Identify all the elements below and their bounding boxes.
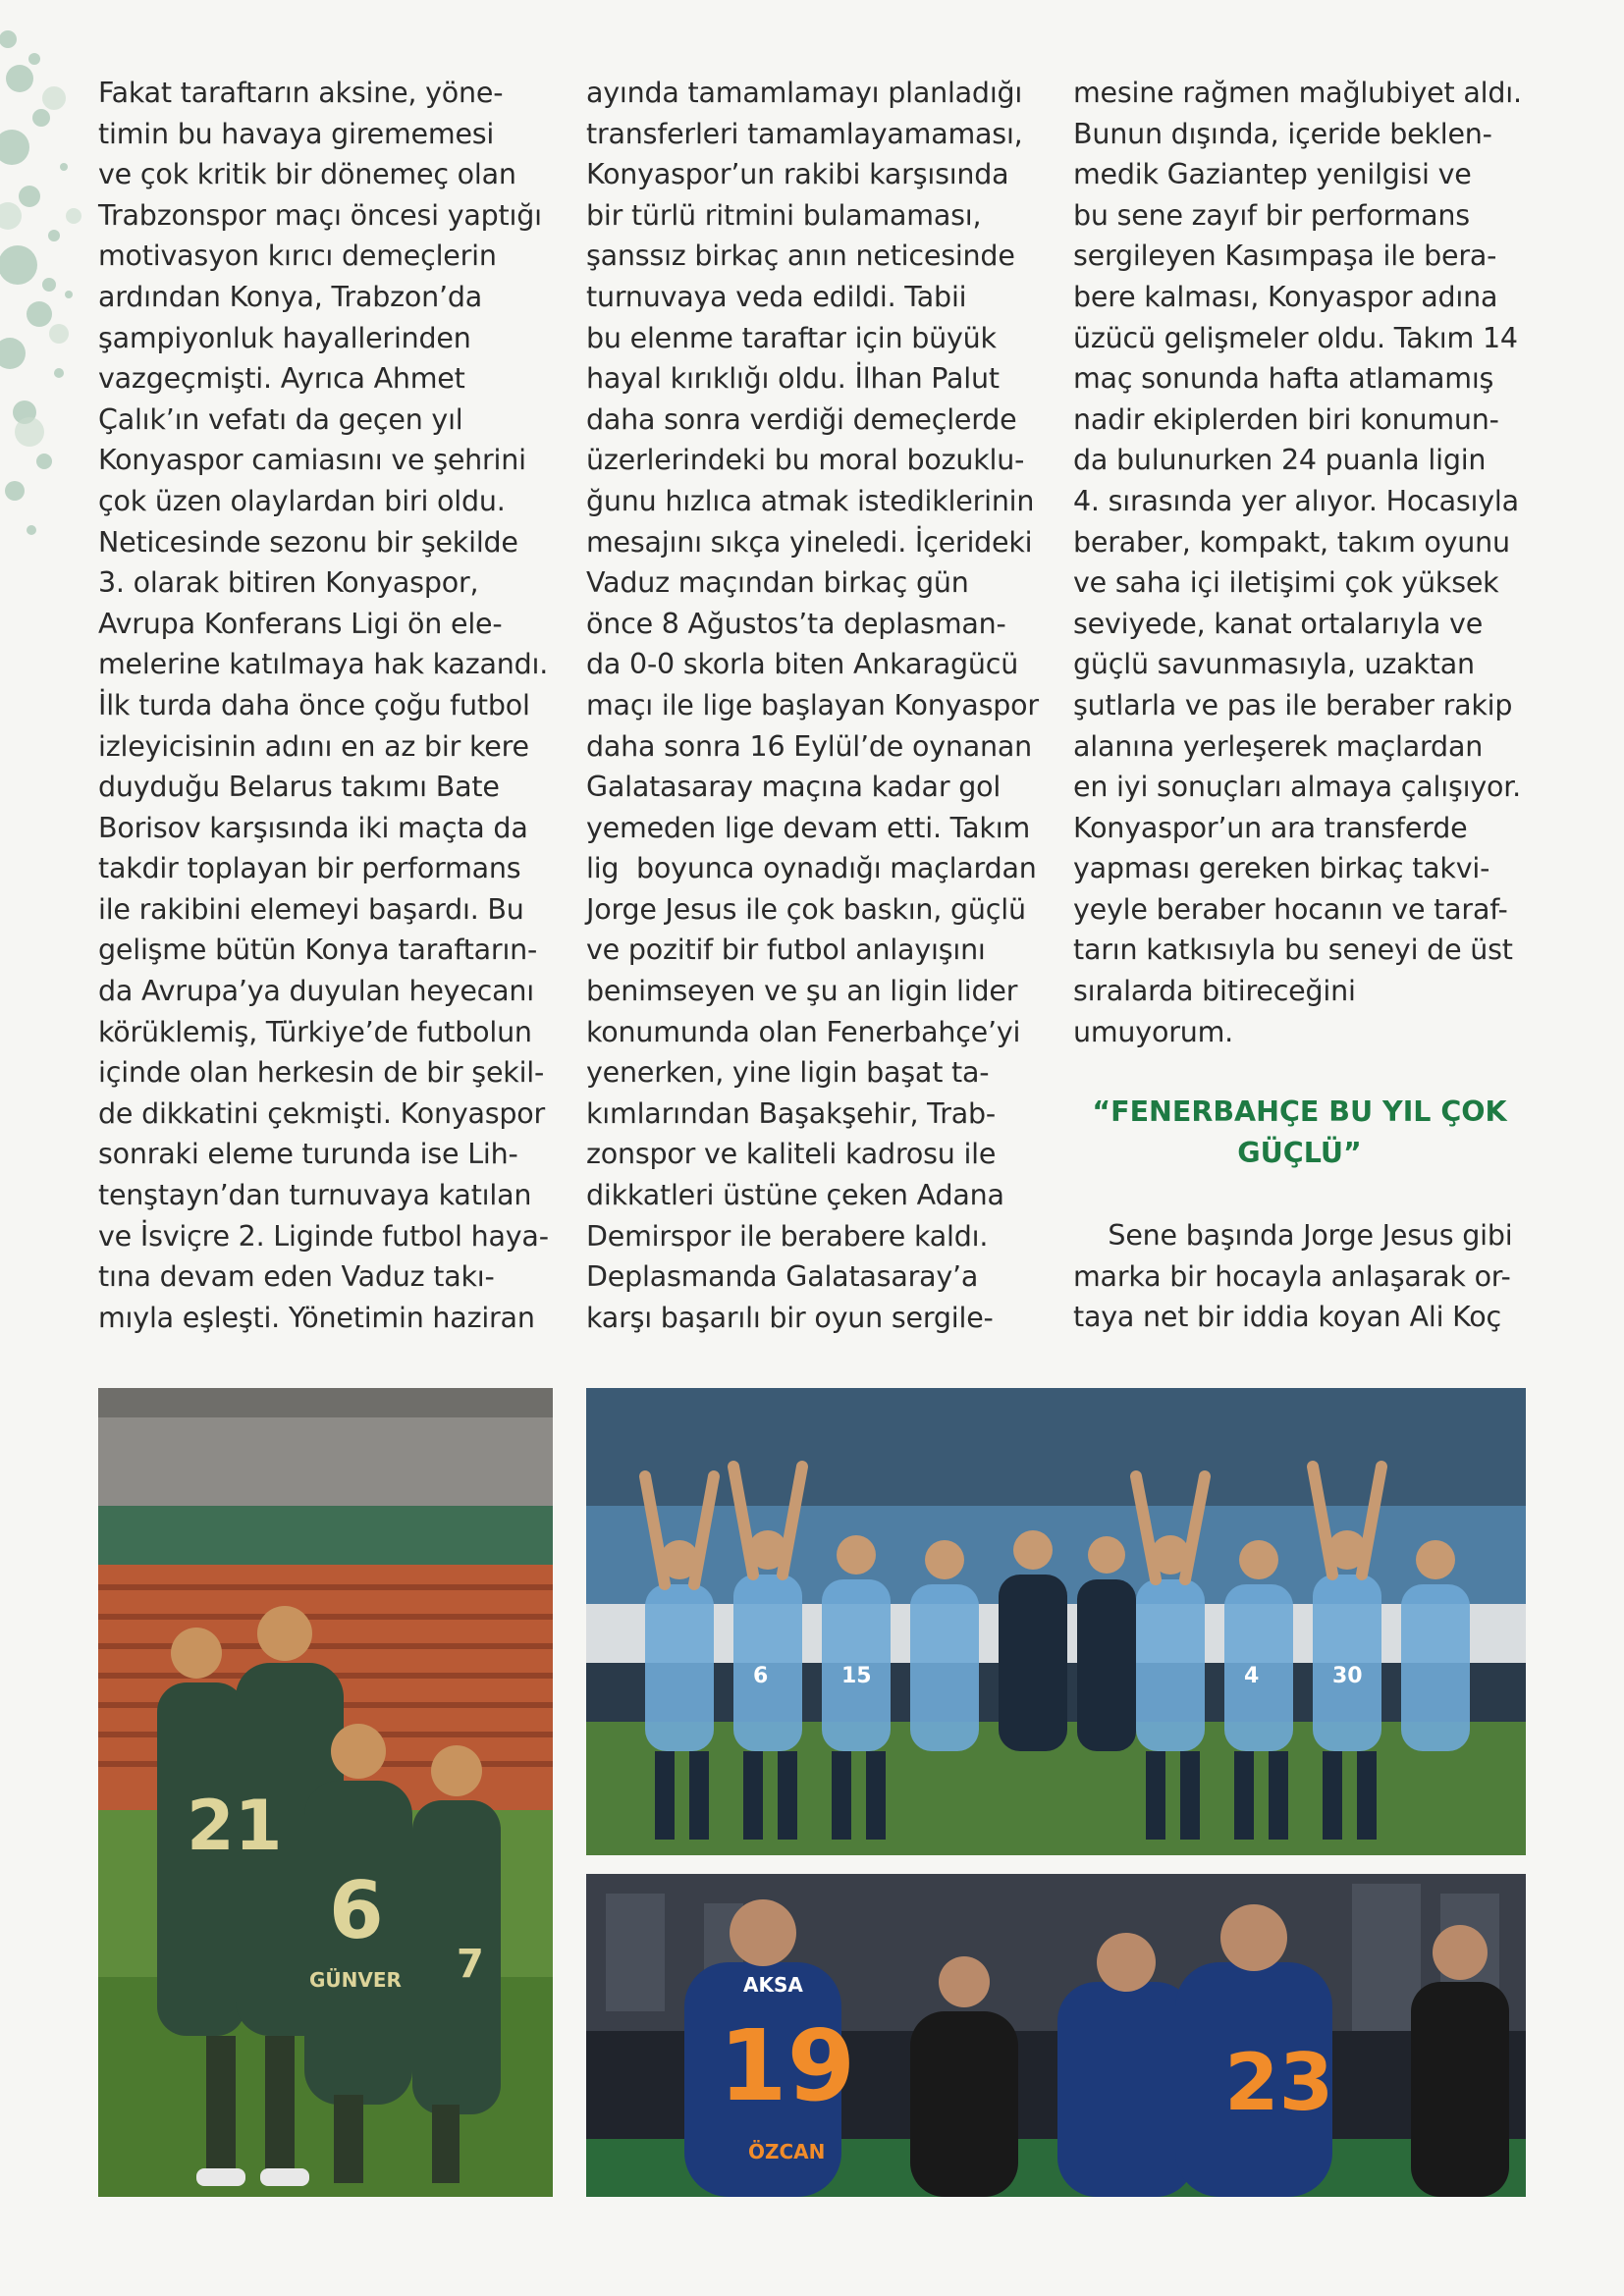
section-heading [1073,1092,1526,1173]
text-line: ardından Konya, Trabzon’da [98,280,483,313]
text-line: mıyla eşleşti. Yönetimin haziran [98,1301,535,1334]
text-line: ve çok kritik bir dönemeç olan [98,158,516,191]
text-line: ve pozitif bir futbol anlayışını [586,934,986,967]
text-line: tına devam eden Vaduz takı- [98,1260,495,1294]
text-line: daha sonra verdiği demeçlerde [586,402,1017,436]
text-line: tarın katkısıyla bu seneyi de üst [1073,934,1513,967]
text-line: Borisov karşısında iki maçta da [98,811,528,844]
text-line: gelişme bütün Konya taraftarın- [98,934,538,967]
text-line: zonspor ve kaliteli kadrosu ile [586,1138,997,1171]
text-line: Neticesinde sezonu bir şekilde [98,525,518,559]
text-line: ile rakibini elemeyi başardı. Bu [98,892,524,926]
text-line: medik Gaziantep yenilgisi ve [1073,158,1472,191]
text-line: maç sonunda hafta atlamamış [1073,362,1494,396]
text-line: önce 8 Ağustos’ta deplasman- [586,607,1006,640]
text-line: şampiyonluk hayallerinden [98,321,471,354]
heading-line: GÜÇLÜ” [1237,1136,1362,1169]
svg-text:19: 19 [719,2008,856,2123]
text-line: seviyede, kanat ortalarıyla ve [1073,607,1484,640]
text-line: Demirspor ile berabere kaldı. [586,1219,989,1253]
text-line: Jorge Jesus ile çok baskın, güçlü [586,892,1026,926]
text-line: bir türlü ritmini bulamaması, [586,198,982,232]
text-line: en iyi sonuçları almaya çalışıyor. [1073,771,1521,804]
text-line: ğunu hızlıca atmak istediklerinin [586,484,1035,517]
photo-blue-team-saluting-fans [586,1388,1526,1855]
text-line: ayında tamamlamayı planladığı [586,77,1023,109]
text-column-2 [586,73,1039,1338]
text-line: mesine rağmen mağlubiyet aldı. [1073,77,1522,109]
text-line: hayal kırıklığı oldu. İlhan Palut [586,362,1000,396]
text-line: Galatasaray maçına kadar gol [586,771,1001,804]
text-line: güçlü savunmasıyla, uzaktan [1073,648,1475,681]
text-line: bu elenme taraftar için büyük [586,321,997,354]
text-line: vazgeçmişti. Ayrıca Ahmet [98,362,465,396]
text-line: taya net bir iddia koyan Ali Koç [1073,1301,1501,1334]
svg-text:21: 21 [187,1786,283,1866]
text-line: transferleri tamamlayamaması, [586,117,1023,150]
text-line: şanssız birkaç anın neticesinde [586,240,1015,273]
text-column-1 [98,73,549,1338]
text-line: sergileyen Kasımpaşa ile bera- [1073,240,1497,273]
svg-text:ÖZCAN: ÖZCAN [748,2140,826,2163]
text-line: yeyle beraber hocanın ve taraf- [1073,892,1508,926]
text-line: lig boyunca oynadığı maçlardan [586,852,1037,885]
text-line: maçı ile lige başlayan Konyaspor [586,688,1039,721]
svg-text:23: 23 [1224,2037,1334,2128]
text-line: da 0-0 skorla biten Ankaragücü [586,648,1019,681]
text-line: ve İsviçre 2. Liginde futbol haya- [98,1219,549,1253]
text-line: duyduğu Belarus takımı Bate [98,771,500,804]
svg-text:6: 6 [753,1664,769,1688]
text-line: de dikkatini çekmişti. Konyaspor [98,1096,546,1130]
text-line: umuyorum. [1073,1015,1233,1048]
text-line: daha sonra 16 Eylül’de oynanan [586,729,1032,763]
text-line: ve saha içi iletişimi çok yüksek [1073,566,1499,600]
text-column-3-continued [1073,1215,1512,1338]
text-line: yenerken, yine ligin başat ta- [586,1056,990,1090]
text-line: sıralarda bitireceğini [1073,975,1356,1008]
text-line: bere kalması, Konyaspor adına [1073,280,1498,313]
text-line: tenştayn’dan turnuvaya katılan [98,1179,532,1212]
text-line: Konyaspor camiasını ve şehrini [98,444,526,477]
text-line: körüklemiş, Türkiye’de futbolun [98,1015,532,1048]
text-line: izleyicisinin adını en az bir kere [98,729,529,763]
heading-line: “FENERBAHÇE BU YIL ÇOK [1092,1095,1507,1128]
text-line: Sene başında Jorge Jesus gibi [1073,1219,1513,1252]
text-line: Çalık’ın vefatı da geçen yıl [98,402,463,436]
text-line: dikkatleri üstüne çeken Adana [586,1179,1004,1212]
text-line: çok üzen olaylardan biri oldu. [98,484,506,517]
svg-text:30: 30 [1332,1664,1363,1688]
svg-text:15: 15 [841,1664,872,1688]
text-line: Fakat taraftarın aksine, yöne- [98,77,504,109]
text-line: Vaduz maçından birkaç gün [586,566,969,600]
text-line: karşı başarılı bir oyun sergile- [586,1301,994,1334]
photo-orange-blue-team-celebration [586,1874,1526,2197]
svg-text:4: 4 [1244,1664,1260,1688]
text-line: da bulunurken 24 puanla ligin [1073,444,1487,477]
text-line: 3. olarak bitiren Konyaspor, [98,566,479,600]
text-line: yapması gereken birkaç takvi- [1073,852,1490,885]
text-line: yemeden lige devam etti. Takım [586,811,1031,844]
svg-text:AKSA: AKSA [743,1973,803,1997]
text-line: şutlarla ve pas ile beraber rakip [1073,688,1513,721]
text-line: Konyaspor’un rakibi karşısında [586,158,1009,191]
text-line: Deplasmanda Galatasaray’a [586,1260,979,1294]
text-line: timin bu havaya girememesi [98,117,495,150]
svg-text:6: 6 [329,1865,384,1956]
svg-text:GÜNVER: GÜNVER [309,1968,402,1992]
text-line: üzerlerindeki bu moral bozuklu- [586,444,1025,477]
photo-green-team-celebration [98,1388,553,2197]
text-line: üzücü gelişmeler oldu. Takım 14 [1073,321,1518,354]
text-line: turnuvaya veda edildi. Tabii [586,280,967,313]
text-line: marka bir hocayla anlaşarak or- [1073,1259,1511,1293]
text-line: melerine katılmaya hak kazandı. [98,648,549,681]
text-line: beraber, kompakt, takım oyunu [1073,525,1510,559]
text-column-3 [1073,73,1522,1052]
text-line: sonraki eleme turunda ise Lih- [98,1138,518,1171]
svg-text:7: 7 [457,1942,484,1987]
text-line: benimseyen ve şu an ligin lider [586,975,1018,1008]
text-line: motivasyon kırıcı demeçlerin [98,240,497,273]
text-line: da Avrupa’ya duyulan heyecanı [98,975,534,1008]
text-line: İlk turda daha önce çoğu futbol [98,688,530,721]
text-line: alanına yerleşerek maçlardan [1073,729,1484,763]
text-line: kımlarından Başakşehir, Trab- [586,1096,996,1130]
text-line: 4. sırasında yer alıyor. Hocasıyla [1073,484,1519,517]
text-line: takdir toplayan bir performans [98,852,521,885]
text-line: bu sene zayıf bir performans [1073,198,1470,232]
text-line: içinde olan herkesin de bir şekil- [98,1056,545,1090]
text-line: nadir ekiplerden biri konumun- [1073,402,1499,436]
text-line: Konyaspor’un ara transferde [1073,811,1468,844]
text-line: Bunun dışında, içeride beklen- [1073,117,1492,150]
text-line: mesajını sıkça yineledi. İçerideki [586,525,1033,559]
text-line: Avrupa Konferans Ligi ön ele- [98,607,503,640]
decorative-splatter [0,0,108,550]
text-line: Trabzonspor maçı öncesi yaptığı [98,198,542,232]
text-line: konumunda olan Fenerbahçe’yi [586,1015,1021,1048]
